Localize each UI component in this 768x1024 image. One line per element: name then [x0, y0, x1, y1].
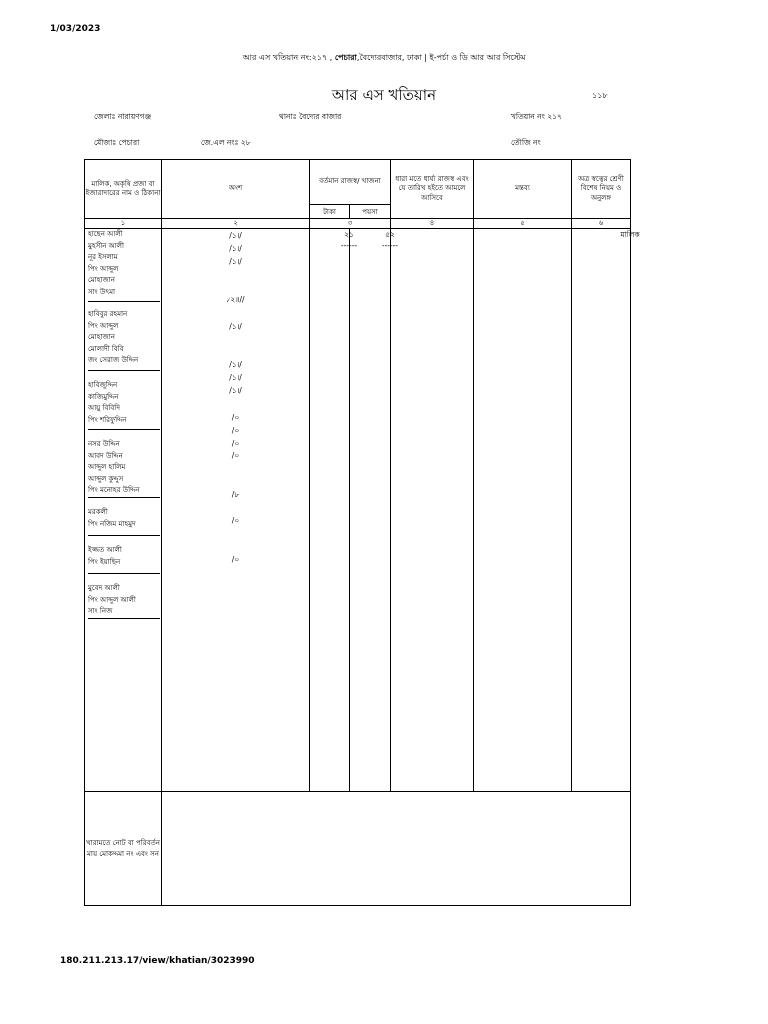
owner-name: পিং আব্দুল: [88, 264, 119, 273]
owner-name: ইজ্জত আলী: [88, 546, 122, 554]
owner-group: [88, 507, 161, 530]
header-special: অত্র স্বত্বের শ্রেণী বিশেষ নিয়ম ও অনুলঙ্গ: [572, 160, 631, 219]
owner-name: আব্দুল হালিম: [88, 463, 126, 471]
owner-name: পিং নজিম মাহমুদ: [88, 519, 136, 528]
header-section: ধারা মতে ধার্য্য রাজস্ব এবং যে তারিখ হইতে আমলে আসিবে: [391, 160, 474, 219]
owner-name: সাং নিজ: [88, 607, 113, 615]
owner-name: পিং ইয়াছিন: [88, 557, 121, 566]
jl-number-label: জে.এল নংঃ ২৮: [201, 138, 251, 147]
owner-name: মোহাজান: [88, 333, 115, 341]
share-value: /১।/: [229, 257, 242, 266]
owner-name: পিং শরিফুদ্দিন: [88, 415, 127, 424]
header-rent-taka: টাকা: [310, 205, 350, 219]
owner-group: [88, 439, 161, 497]
group-divider: [88, 618, 160, 619]
khatian-table: [84, 159, 640, 906]
special-cell: [572, 229, 640, 792]
footer-notes-cell: [162, 792, 631, 906]
owner-name: মোলাদী বিবি: [88, 344, 124, 353]
owner-group: [88, 229, 161, 298]
share-value: /০: [231, 413, 240, 422]
page-title: আর এস খতিয়ান: [331, 86, 437, 104]
share-value: /০: [231, 555, 240, 564]
system-line-suffix: ,বৈদ্যেরবাজার, ঢাকা | ই-পর্চা ও ডি আর আর সিস্টেম: [356, 53, 526, 62]
share-value: /০: [231, 451, 240, 460]
share-value: /০: [231, 516, 240, 525]
column-number: ১: [85, 219, 162, 229]
shares-cell: [162, 229, 310, 792]
share-value: /১।/: [229, 322, 242, 331]
owner-name: জং সেরাজ উদ্দিন: [88, 356, 139, 364]
mouza-label: মৌজাঃ পেচারা: [94, 138, 140, 147]
header-rent-paisa: পয়সা: [350, 205, 391, 219]
group-divider: [88, 301, 160, 302]
header-remarks: মন্তব্য: [474, 160, 572, 219]
print-date: 1/03/2023: [50, 24, 101, 34]
owner-group: [88, 309, 161, 367]
footer-label: খারামতে নোট বা পরিবর্তন মায় মোকদ্দমা নং এবং সন: [85, 792, 162, 906]
rent-paisa-dash: ------: [381, 241, 399, 250]
owner-group: [88, 583, 161, 618]
owner-name: হাছেন আলী: [88, 230, 123, 238]
remarks-cell: [474, 229, 572, 792]
column-number: ৪: [391, 219, 474, 229]
share-value: /১।/: [229, 373, 242, 382]
column-number: ৩: [310, 219, 391, 229]
owner-group: [88, 380, 161, 426]
owner-name: সাং উৎমা: [88, 287, 116, 296]
owner-name: কাজিমুদ্দিন: [88, 392, 119, 401]
share-value: /৮: [231, 490, 240, 499]
owner-name: পিং মনোহর উদ্দিন: [88, 486, 140, 494]
section-cell: [391, 229, 474, 792]
rent-paisa-cell: [350, 229, 399, 792]
owner-name: নসর উদ্দিন: [88, 440, 120, 448]
system-line-prefix: আর এস খতিয়ান নং:২১৭ ,: [242, 53, 333, 62]
owner-name: পিং আব্দুল: [88, 321, 119, 330]
page-number: ১১৮: [592, 91, 608, 100]
system-line-bold: পেচারা: [334, 53, 357, 62]
share-value: /১।/: [229, 231, 242, 240]
share-value: /১।/: [229, 386, 242, 395]
header-share: অংশ: [162, 160, 310, 219]
rent-taka-dash: ------: [340, 241, 358, 250]
group-divider: [88, 573, 160, 574]
owner-group: [88, 545, 161, 568]
group-divider: [88, 497, 160, 498]
thana-label: থানাঃ বৈদ্যের বাজার: [279, 112, 342, 121]
share-value: ৴২॥//: [226, 295, 245, 304]
owner-name: মুবেদ আলী: [88, 584, 120, 592]
owner-name: মরকলী: [88, 508, 108, 516]
district-label: জেলাঃ নারায়ণগঞ্জ: [94, 112, 152, 121]
owner-name: আবদ উদ্দিন: [88, 451, 123, 460]
owner-name: হাবিবুর রহমান: [88, 310, 128, 318]
footer-url: 180.211.213.17/view/khatian/3023990: [60, 956, 255, 966]
rent-taka-cell: [310, 229, 358, 792]
rent-taka-value: ২১: [344, 230, 354, 239]
owner-name: মুহসীন আলী: [88, 241, 124, 250]
rent-paisa-value: ৫২: [385, 230, 395, 239]
system-line: [0, 52, 768, 65]
share-value: /০: [231, 426, 240, 435]
owner-name: হাবিজুদ্দিন: [88, 381, 118, 389]
special-value: মালিক: [620, 230, 640, 239]
share-value: /০: [231, 439, 240, 448]
header-owner: মালিক, অকৃষি প্রজা বা ইজারাদারের নাম ও ঠিকানা: [85, 160, 162, 219]
share-value: /১।/: [229, 244, 242, 253]
header-rent: বর্তমান রাজস্ব/ খাজনা: [310, 160, 391, 205]
column-number: ৬: [572, 219, 631, 229]
touzi-label: তৌজি নং: [511, 138, 541, 147]
owner-name: আব্দুল কুদ্দুস: [88, 474, 124, 483]
group-divider: [88, 370, 160, 371]
owner-name: পিং আব্দুল আলী: [88, 595, 136, 604]
owners-cell: [85, 229, 162, 792]
column-number: ২: [162, 219, 310, 229]
group-divider: [88, 429, 160, 430]
owner-name: মোহাজান: [88, 276, 115, 284]
group-divider: [88, 535, 160, 536]
share-value: /১।/: [229, 360, 242, 369]
owner-name: আয়ু বিবিদি: [88, 404, 120, 412]
owner-name: নূর ইসলাম: [88, 253, 118, 261]
khatian-number-label: খতিয়ান নং ২১৭: [511, 112, 562, 121]
column-number: ৫: [474, 219, 572, 229]
